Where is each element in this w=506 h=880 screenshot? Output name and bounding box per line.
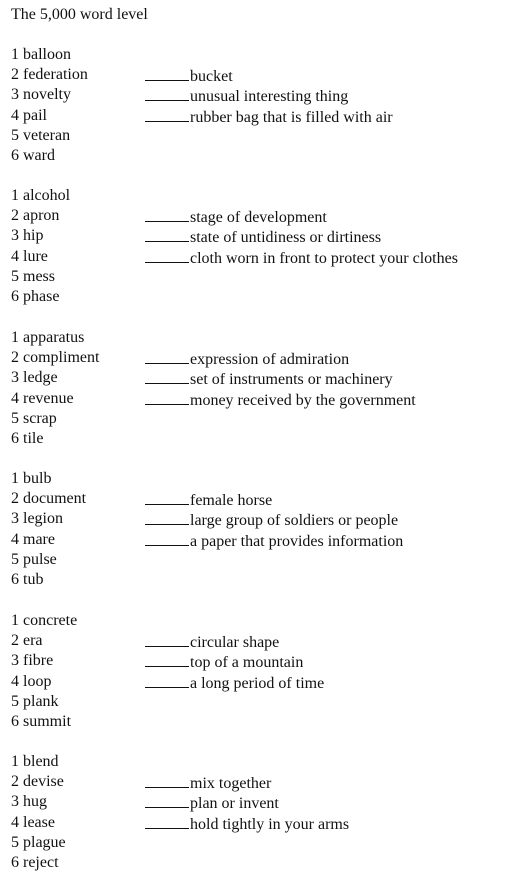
- word-option: 3 fibre: [11, 652, 54, 670]
- definition-text: bucket: [190, 68, 233, 86]
- answer-blank[interactable]: [145, 226, 189, 242]
- word-set-4: [0, 469, 506, 591]
- answer-blank[interactable]: [145, 672, 189, 688]
- word-option: 4 loop: [11, 672, 52, 690]
- word-option: 3 legion: [11, 510, 63, 528]
- definition-row: [145, 226, 381, 248]
- definition-row: [145, 672, 324, 694]
- word-option: 1 bulb: [11, 470, 52, 487]
- answer-blank[interactable]: [145, 65, 189, 81]
- page-title: The 5,000 word level: [11, 6, 148, 23]
- word-option: 1 blend: [11, 753, 59, 770]
- answer-blank[interactable]: [145, 489, 189, 505]
- word-set-5: [0, 611, 506, 733]
- definition-text: hold tightly in your arms: [190, 815, 350, 833]
- word-set-3: [0, 328, 506, 450]
- definition-row: [145, 792, 279, 814]
- word-option: 5 pulse: [11, 550, 57, 568]
- word-set-2: [0, 186, 506, 308]
- definition-text: female horse: [190, 492, 273, 510]
- definition-text: mix together: [190, 775, 272, 793]
- word-option: 1 apparatus: [11, 329, 85, 346]
- word-option: 6 ward: [11, 147, 55, 164]
- word-option: 5 mess: [11, 267, 55, 285]
- definition-text: expression of admiration: [190, 351, 350, 369]
- definition-row: [145, 489, 272, 511]
- word-option: 1 alcohol: [11, 187, 71, 204]
- definition-text: cloth worn in front to protect your clothes: [190, 249, 458, 267]
- definition-text: state of untidiness or dirtiness: [190, 229, 382, 247]
- word-option: 1 balloon: [11, 46, 71, 63]
- word-set-1: [0, 45, 506, 167]
- word-option: 5 scrap: [11, 409, 57, 427]
- word-option: 3 hug: [11, 793, 47, 811]
- answer-blank[interactable]: [145, 792, 189, 808]
- answer-blank[interactable]: [145, 389, 189, 405]
- definition-text: a long period of time: [190, 674, 325, 692]
- definition-text: top of a mountain: [190, 654, 304, 672]
- definition-text: unusual interesting thing: [190, 88, 349, 106]
- answer-blank[interactable]: [145, 530, 189, 546]
- definition-row: [145, 247, 458, 269]
- word-option: 6 tub: [11, 571, 44, 588]
- word-option: 2 document: [11, 490, 87, 508]
- answer-blank[interactable]: [145, 106, 189, 122]
- word-option: 5 veteran: [11, 126, 71, 144]
- word-option: 4 revenue: [11, 389, 74, 407]
- definition-row: [145, 772, 271, 794]
- word-option: 4 lure: [11, 247, 48, 265]
- definition-row: [145, 348, 349, 370]
- word-option: 2 compliment: [11, 349, 100, 367]
- word-option: 2 devise: [11, 773, 64, 791]
- word-option: 3 ledge: [11, 369, 58, 387]
- word-option: 6 reject: [11, 854, 59, 871]
- definition-text: plan or invent: [190, 795, 279, 813]
- word-option: 2 apron: [11, 207, 60, 225]
- word-option: 3 hip: [11, 227, 44, 245]
- answer-blank[interactable]: [145, 813, 189, 829]
- definition-row: [145, 206, 327, 228]
- word-option: 2 federation: [11, 66, 88, 84]
- definition-text: money received by the government: [190, 391, 416, 409]
- definition-text: stage of development: [190, 209, 327, 227]
- answer-blank[interactable]: [145, 348, 189, 364]
- definition-text: rubber bag that is filled with air: [190, 108, 393, 126]
- answer-blank[interactable]: [145, 631, 189, 647]
- definition-row: [145, 530, 403, 552]
- answer-blank[interactable]: [145, 206, 189, 222]
- definition-row: [145, 85, 348, 107]
- answer-blank[interactable]: [145, 247, 189, 263]
- definition-row: [145, 368, 393, 390]
- word-option: 1 concrete: [11, 612, 78, 629]
- definition-row: [145, 65, 233, 87]
- definition-row: [145, 631, 279, 653]
- word-option: 5 plague: [11, 833, 66, 851]
- definition-row: [145, 651, 303, 673]
- definition-row: [145, 813, 349, 835]
- word-option: 6 summit: [11, 713, 72, 730]
- word-option: 4 lease: [11, 813, 55, 831]
- word-option: 6 tile: [11, 430, 44, 447]
- word-option: 5 plank: [11, 692, 59, 710]
- answer-blank[interactable]: [145, 85, 189, 101]
- word-option: 3 novelty: [11, 86, 71, 104]
- definition-row: [145, 509, 398, 531]
- word-set-6: [0, 752, 506, 874]
- word-option: 4 pail: [11, 106, 47, 124]
- definition-text: circular shape: [190, 634, 280, 652]
- answer-blank[interactable]: [145, 368, 189, 384]
- word-option: 4 mare: [11, 530, 55, 548]
- answer-blank[interactable]: [145, 772, 189, 788]
- answer-blank[interactable]: [145, 651, 189, 667]
- word-option: 2 era: [11, 632, 43, 650]
- definition-text: large group of soldiers or people: [190, 512, 399, 530]
- word-option: 6 phase: [11, 288, 60, 305]
- answer-blank[interactable]: [145, 509, 189, 525]
- definition-row: [145, 106, 393, 128]
- definition-text: a paper that provides information: [190, 532, 404, 550]
- definition-text: set of instruments or machinery: [190, 371, 393, 389]
- definition-row: [145, 389, 416, 411]
